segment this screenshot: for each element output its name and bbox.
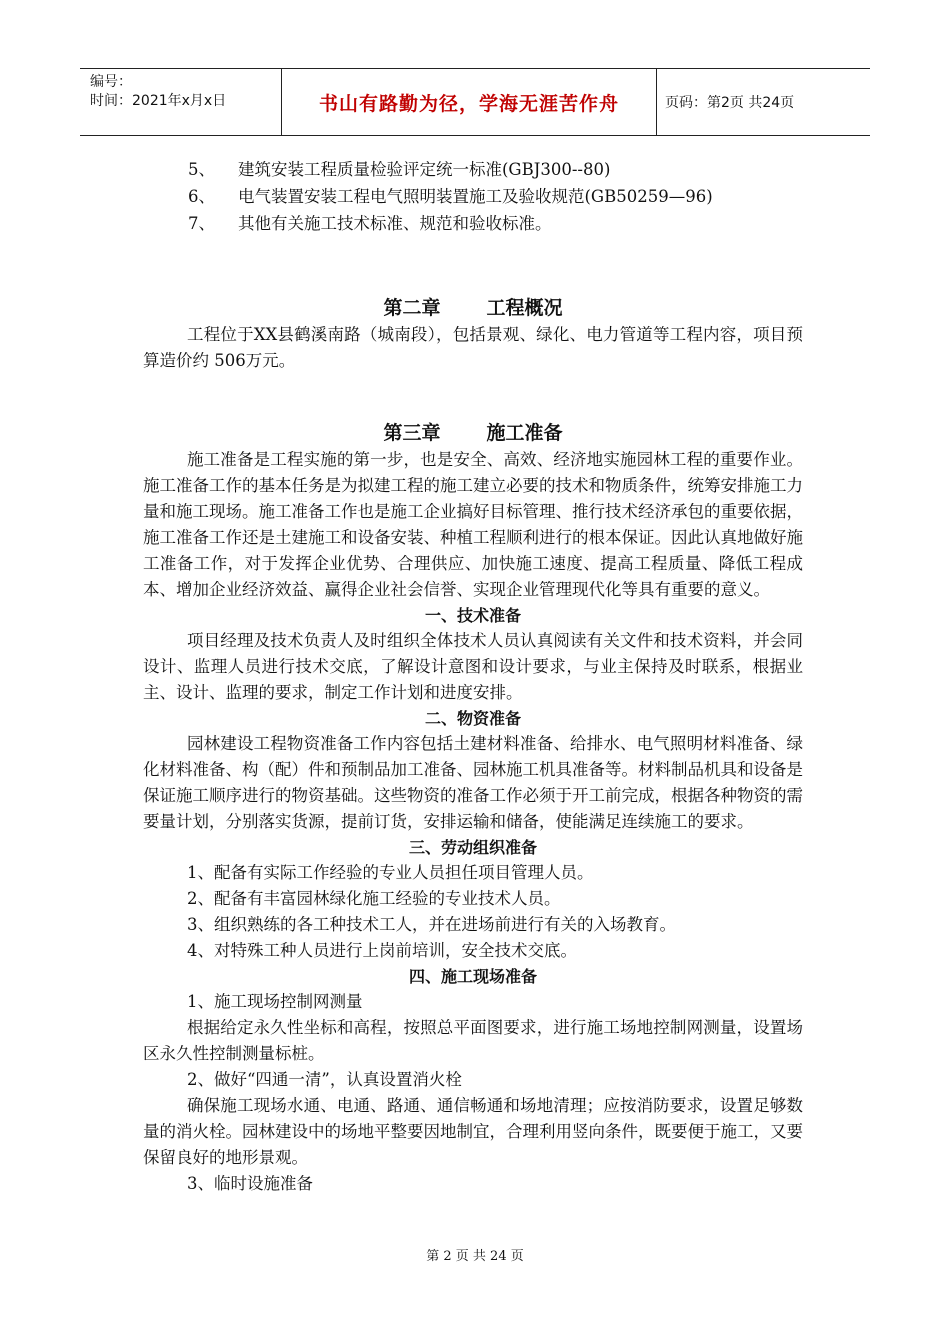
header-meta	[80, 69, 282, 135]
document-date-label: 时间：2021年x月x日	[90, 93, 227, 109]
list-item-text: 建筑安装工程质量检验评定统一标准(GBJ300--80)	[238, 160, 611, 179]
labor-item: 2、配备有丰富园林绿化施工经验的专业技术人员。	[187, 889, 561, 908]
labor-item: 4、对特殊工种人员进行上岗前培训，安全技术交底。	[187, 941, 577, 960]
list-item-number: 6、	[188, 187, 215, 206]
chapter-2-paragraph: 工程位于XX县鹤溪南路（城南段），包括景观、绿化、电力管道等工程内容，项目预算造价约 506万元。	[143, 325, 803, 370]
list-item	[143, 183, 803, 210]
labor-item: 1、配备有实际工作经验的专业人员担任项目管理人员。	[187, 863, 594, 882]
list-item-text: 电气装置安装工程电气照明装置施工及验收规范(GB50259—96)	[238, 187, 713, 206]
list-item	[143, 156, 803, 183]
site-subheading: 3、临时设施准备	[187, 1174, 313, 1193]
list-item-number: 7、	[188, 214, 215, 233]
page-footer: 第 2 页 共 24 页	[426, 1249, 524, 1264]
list-item	[143, 210, 803, 237]
section-heading-site: 四、施工现场准备	[408, 967, 537, 986]
section-materials-paragraph: 园林建设工程物资准备工作内容包括土建材料准备、给排水、电气照明材料准备、绿化材料准备、构（配）件和预制品加工准备、园林施工机具准备等。材料制品机具和设备是保证施工顺序进行的物资基础。这些物资的准备工作必须于开工前完成，根据各种物资的需要量计划，分别落实货源，提前订货，安排运输和储备，使能满足连续施工的要求。	[143, 734, 803, 831]
chapter-number: 第二章	[383, 297, 441, 319]
document-body	[143, 156, 803, 1197]
chapter-3-heading	[143, 420, 803, 447]
header-motto: 书山有路勤为径，学海无涯苦作舟	[282, 69, 657, 135]
list-item-number: 5、	[188, 160, 215, 179]
section-heading-materials: 二、物资准备	[424, 709, 521, 728]
chapter-title: 工程概况	[486, 297, 563, 319]
site-paragraph: 确保施工现场水通、电通、路通、通信畅通和场地清理；应按消防要求，设置足够数量的消火栓。园林建设中的场地平整要因地制宜，合理利用竖向条件，既要便于施工，又要保留良好的地形景观。	[143, 1096, 803, 1167]
chapter-3-paragraph: 施工准备是工程实施的第一步，也是安全、高效、经济地实施园林工程的重要作业。施工准备工作的基本任务是为拟建工程的施工建立必要的技术和物质条件，统筹安排施工力量和施工现场。施工准备工作也是施工企业搞好目标管理、推行技术经济承包的重要依据，施工准备工作还是土建施工和设备安装、种植工程顺利进行的根本保证。因此认真地做好施工准备工作，对于发挥企业优势、合理供应、加快施工速度、提高工程质量、降低工程成本、增加企业经济效益、赢得企业社会信誉、实现企业管理现代化等具有重要的意义。	[143, 450, 803, 599]
chapter-title: 施工准备	[486, 422, 563, 444]
page-header	[80, 68, 870, 136]
site-subheading: 2、做好“四通一清”，认真设置消火栓	[187, 1070, 462, 1089]
document-number-label: 编号：	[90, 74, 132, 90]
list-item-text: 其他有关施工技术标准、规范和验收标准。	[238, 214, 552, 233]
site-subheading: 1、施工现场控制网测量	[187, 992, 363, 1011]
labor-item: 3、组织熟练的各工种技术工人，并在进场前进行有关的入场教育。	[187, 915, 676, 934]
header-page-label: 页码：第2页 共24页	[665, 95, 795, 111]
chapter-number: 第三章	[383, 422, 441, 444]
chapter-2-heading	[143, 295, 803, 322]
site-paragraph: 根据给定永久性坐标和高程，按照总平面图要求，进行施工场地控制网测量，设置场区永久性控制测量标桩。	[143, 1018, 803, 1063]
section-heading-labor: 三、劳动组织准备	[408, 838, 537, 857]
section-heading-tech: 一、技术准备	[424, 606, 521, 625]
section-tech-paragraph: 项目经理及技术负责人及时组织全体技术人员认真阅读有关文件和技术资料，并会同设计、监理人员进行技术交底，了解设计意图和设计要求，与业主保持及时联系，根据业主、设计、监理的要求，制定工作计划和进度安排。	[143, 631, 803, 702]
